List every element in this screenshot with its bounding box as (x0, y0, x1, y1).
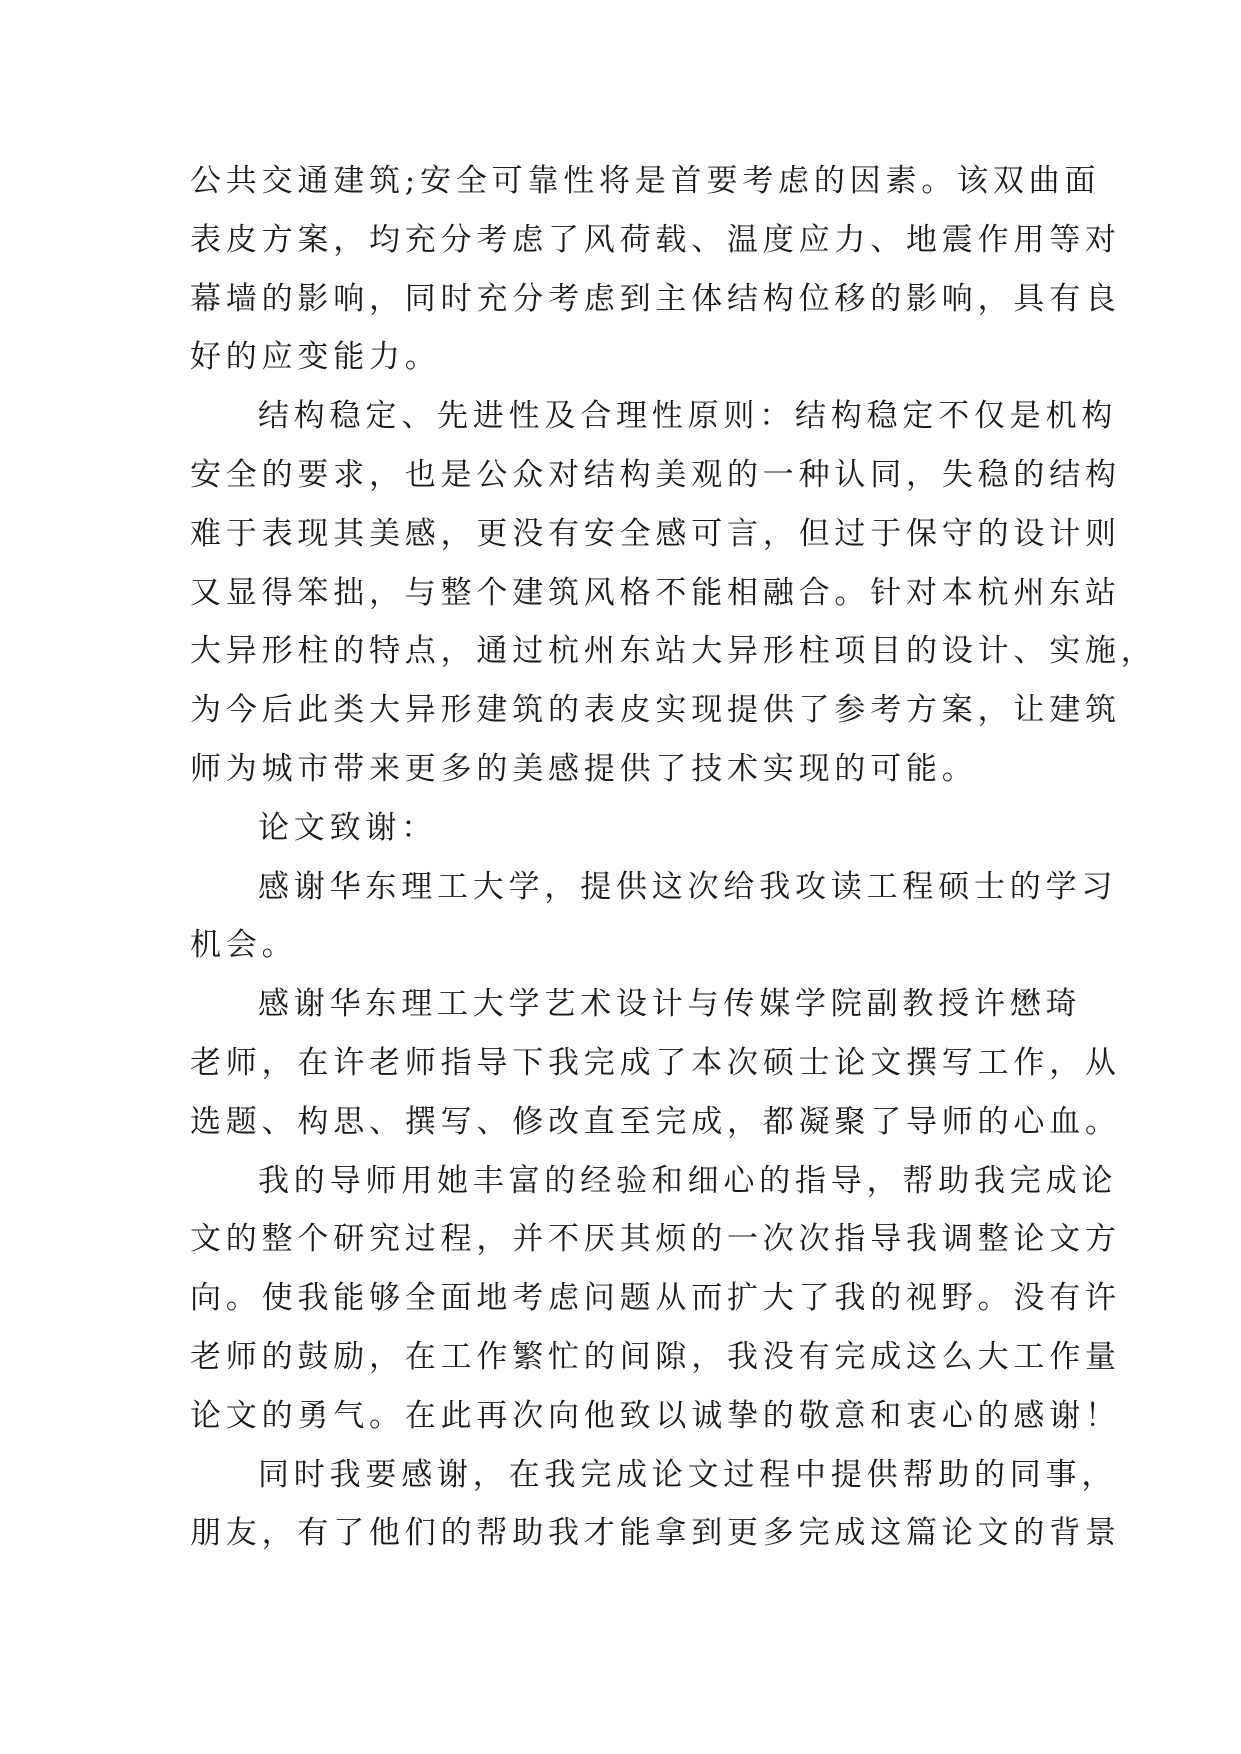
text-line: 选题、构思、撰写、修改直至完成，都凝聚了导师的心血。 (190, 1103, 1121, 1140)
paragraph-first-line: 同时我要感谢，在我完成论文过程中提供帮助的同事， (258, 1456, 1118, 1493)
section-heading-acknowledgements: 论文致谢： (258, 809, 437, 846)
text-line: 老师，在许老师指导下我完成了本次硕士论文撰写工作，从 (190, 1044, 1121, 1081)
text-line: 安全的要求，也是公众对结构美观的一种认同，失稳的结构 (190, 456, 1121, 493)
text-line: 师为城市带来更多的美感提供了技术实现的可能。 (190, 750, 978, 787)
text-line: 朋友，有了他们的帮助我才能拿到更多完成这篇论文的背景 (190, 1515, 1121, 1552)
paragraph-first-line: 感谢华东理工大学，提供这次给我攻读工程硕士的学习 (258, 868, 1118, 905)
text-line: 难于表现其美感，更没有安全感可言，但过于保守的设计则 (190, 515, 1121, 552)
paragraph-first-line: 感谢华东理工大学艺术设计与传媒学院副教授许懋琦 (258, 986, 1082, 1023)
text-line: 好的应变能力。 (190, 339, 441, 376)
text-line: 文的整个研究过程，并不厌其烦的一次次指导我调整论文方 (190, 1221, 1121, 1258)
document-body (190, 152, 1157, 1563)
text-line: 公共交通建筑;安全可靠性将是首要考虑的因素。该双曲面 (190, 163, 1101, 199)
text-line: 向。使我能够全面地考虑问题从而扩大了我的视野。没有许 (190, 1280, 1121, 1317)
text-line: 机会。 (190, 927, 298, 964)
paragraph-first-line: 结构稳定、先进性及合理性原则：结构稳定不仅是机构 (258, 398, 1118, 435)
text-line: 论文的勇气。在此再次向他致以诚挚的敬意和衷心的感谢！ (190, 1397, 1121, 1434)
text-line: 为今后此类大异形建筑的表皮实现提供了参考方案，让建筑 (190, 692, 1121, 729)
text-line: 又显得笨拙，与整个建筑风格不能相融合。针对本杭州东站 (190, 574, 1121, 611)
text-line: 大异形柱的特点，通过杭州东站大异形柱项目的设计、实施， (190, 633, 1157, 670)
text-line: 老师的鼓励，在工作繁忙的间隙，我没有完成这么大工作量 (190, 1338, 1121, 1375)
paragraph-first-line: 我的导师用她丰富的经验和细心的指导，帮助我完成论 (258, 1162, 1118, 1199)
text-line: 幕墙的影响，同时充分考虑到主体结构位移的影响，具有良 (190, 280, 1121, 317)
text-line: 表皮方案，均充分考虑了风荷载、温度应力、地震作用等对 (190, 221, 1121, 258)
